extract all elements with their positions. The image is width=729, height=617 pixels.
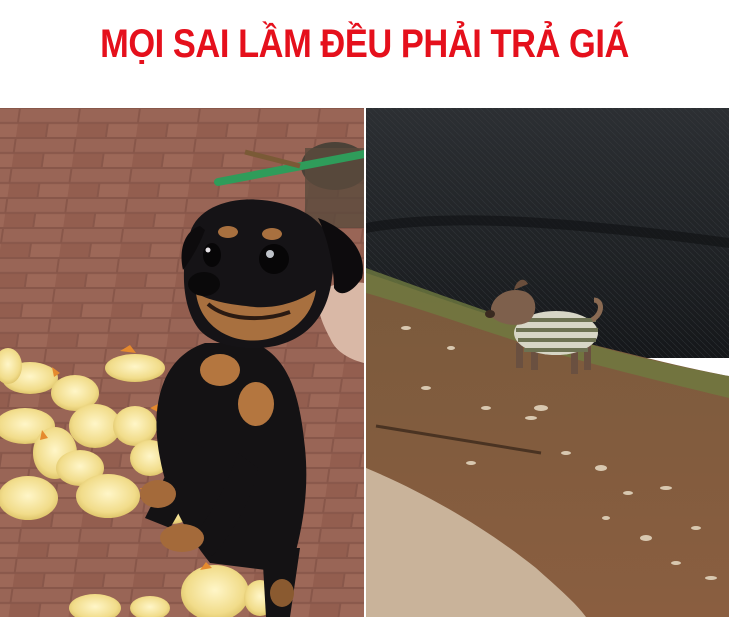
photo-puppy-ducklings [0,108,364,617]
photo-dog-sweater [366,108,729,617]
headline-text: MỌI SAI LẦM ĐỀU PHẢI TRẢ GIÁ [100,22,629,66]
headline-banner [0,0,729,108]
puppy-ducklings-image [0,108,364,617]
dog-sweater-image [366,108,729,617]
